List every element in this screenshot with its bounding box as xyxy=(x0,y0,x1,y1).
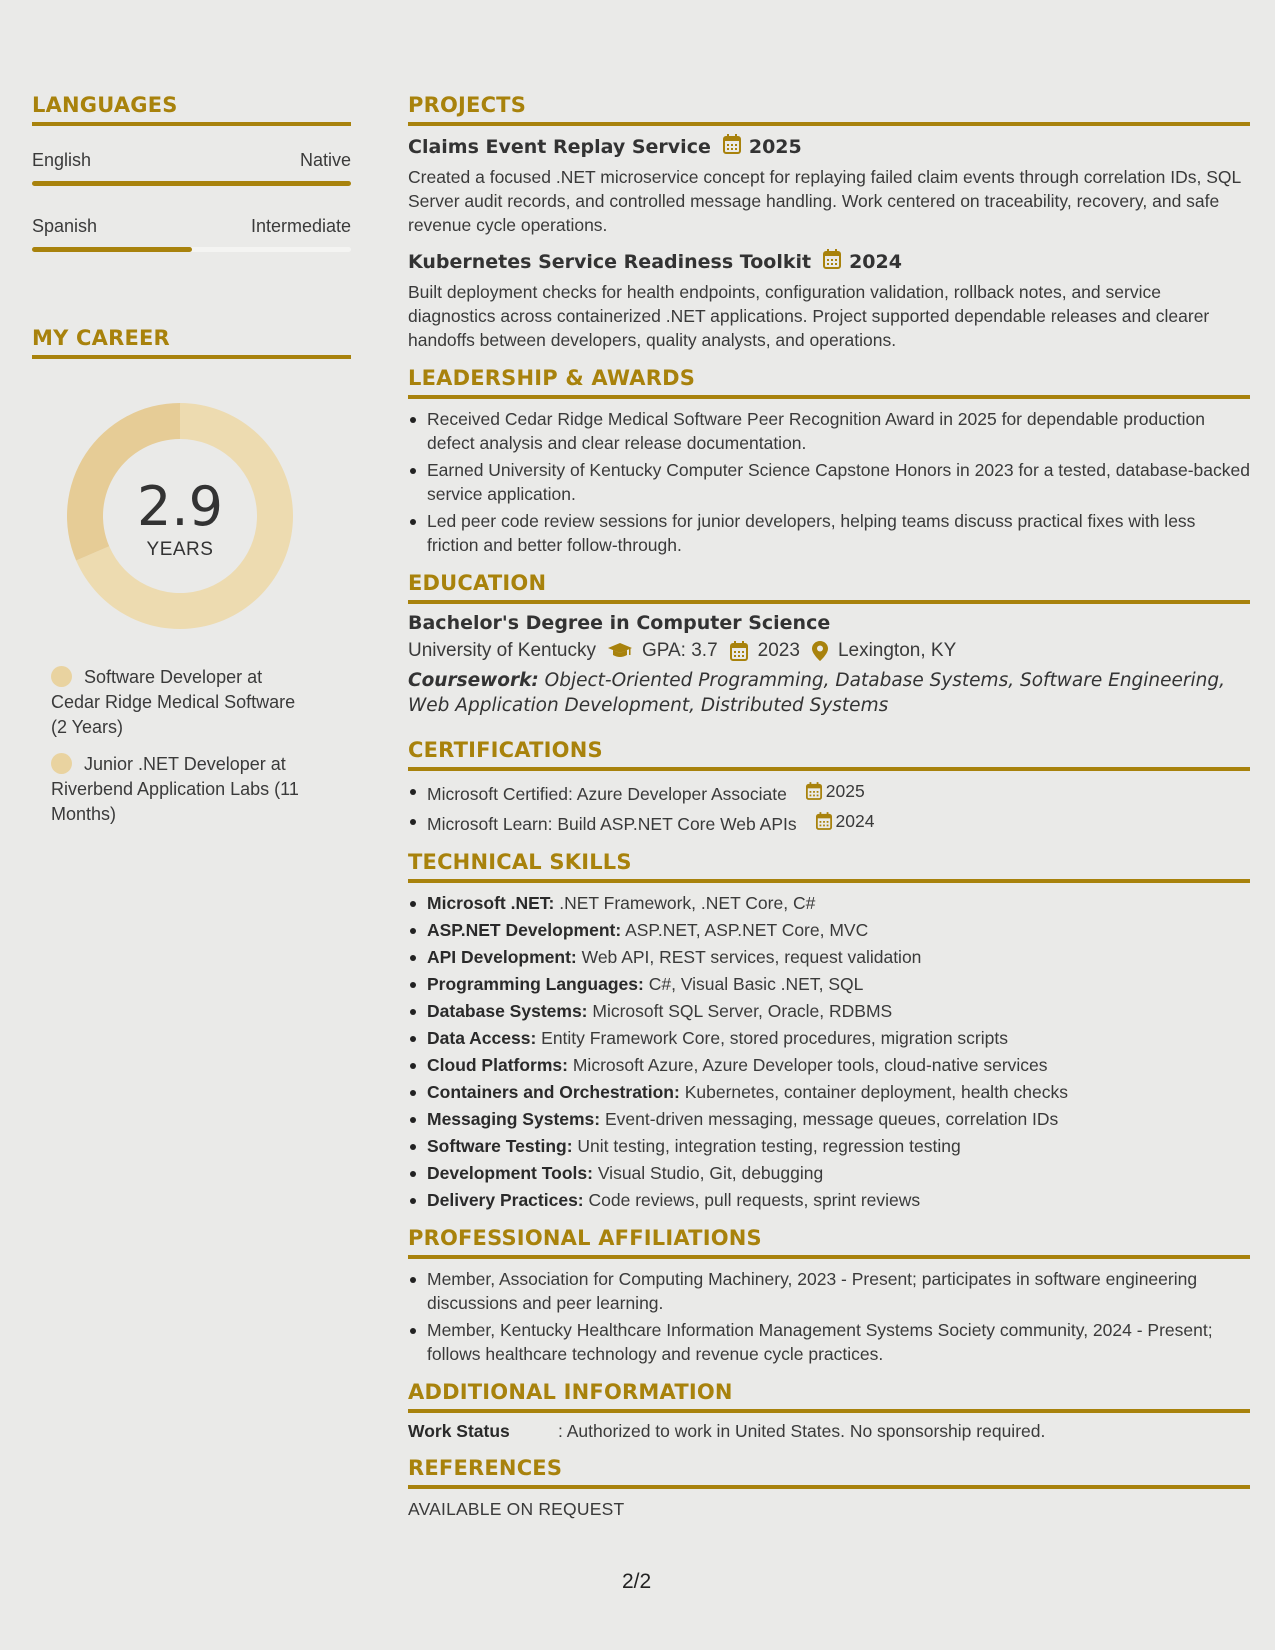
skill-item xyxy=(408,1134,1250,1158)
references-title: REFERENCES xyxy=(408,1456,1250,1489)
calendar-icon xyxy=(823,249,841,274)
skill-value: Web API, REST services, request validation xyxy=(581,947,922,967)
skill-label: Messaging Systems: xyxy=(427,1109,601,1129)
gpa: GPA: 3.7 xyxy=(641,640,718,661)
skill-value: ASP.NET, ASP.NET Core, MVC xyxy=(625,920,869,940)
project-item xyxy=(408,134,1250,237)
skill-label: Cloud Platforms: xyxy=(427,1055,568,1075)
language-proficiency-bar xyxy=(32,181,351,186)
graduation-year: 2023 xyxy=(757,640,800,661)
project-year: 2025 xyxy=(748,135,802,158)
skill-label: ASP.NET Development: xyxy=(427,920,622,940)
skill-item xyxy=(408,1107,1250,1131)
calendar-icon xyxy=(816,812,832,830)
skill-item xyxy=(408,1026,1250,1050)
project-year: 2024 xyxy=(849,250,902,273)
skill-value: Microsoft SQL Server, Oracle, RDBMS xyxy=(592,1001,893,1021)
language-item xyxy=(32,150,351,186)
certification-item xyxy=(408,779,1250,806)
school-location: Lexington, KY xyxy=(837,640,957,661)
school-name: University of Kentucky xyxy=(408,640,596,661)
coursework-label: Coursework: xyxy=(408,670,539,691)
affiliations-title: PROFESSIONAL AFFILIATIONS xyxy=(408,1226,1250,1259)
skill-value: Unit testing, integration testing, regression testing xyxy=(577,1136,961,1156)
language-proficiency-fill xyxy=(32,181,351,186)
page-number: 2/2 xyxy=(622,1570,652,1593)
career-donut-chart xyxy=(67,403,293,629)
skill-value: Microsoft Azure, Azure Developer tools, cloud-native services xyxy=(572,1055,1048,1075)
right-column xyxy=(408,93,1250,1536)
legend-dot-icon xyxy=(51,666,72,687)
language-proficiency-fill xyxy=(32,247,192,252)
additional-info-section xyxy=(408,1380,1250,1442)
language-item xyxy=(32,216,351,252)
skill-item xyxy=(408,918,1250,942)
work-status-row xyxy=(408,1421,1250,1442)
list-item: Member, Association for Computing Machinery, 2023 - Present; participates in software engineering discussions and peer learning. xyxy=(408,1267,1250,1315)
leadership-list xyxy=(408,407,1250,557)
certifications-title: CERTIFICATIONS xyxy=(408,738,1250,771)
affiliations-section xyxy=(408,1226,1250,1366)
certifications-list xyxy=(408,779,1250,836)
project-description: Created a focused .NET microservice concept for replaying failed claim events through correlation IDs, SQL Server audit records, and controlled message handling. Work centered on traceability, recovery, and safe revenue cycle operations. xyxy=(408,167,1241,235)
affiliations-list xyxy=(408,1267,1250,1366)
project-item xyxy=(408,249,1250,352)
career-legend-item xyxy=(51,665,312,740)
certification-year: 2025 xyxy=(825,781,865,801)
left-column xyxy=(32,93,351,839)
location-pin-icon xyxy=(812,641,828,661)
education-details xyxy=(408,640,1250,662)
skill-label: API Development: xyxy=(427,947,577,967)
language-name: Spanish xyxy=(32,216,98,236)
skill-label: Delivery Practices: xyxy=(427,1190,584,1210)
languages-title: LANGUAGES xyxy=(32,93,351,126)
skill-label: Software Testing: xyxy=(427,1136,573,1156)
career-title: MY CAREER xyxy=(32,326,351,359)
language-level: Native xyxy=(299,150,351,170)
references-text: AVAILABLE ON REQUEST xyxy=(408,1499,625,1519)
skill-value: Visual Studio, Git, debugging xyxy=(597,1163,824,1183)
skill-value: Kubernetes, container deployment, health checks xyxy=(684,1082,1068,1102)
projects-section xyxy=(408,93,1250,352)
legend-dot-icon xyxy=(51,753,72,774)
graduation-cap-icon xyxy=(608,642,632,660)
skill-item xyxy=(408,1080,1250,1104)
education-section xyxy=(408,571,1250,718)
skills-section xyxy=(408,850,1250,1212)
additional-info-title: ADDITIONAL INFORMATION xyxy=(408,1380,1250,1413)
calendar-icon xyxy=(806,782,822,800)
skill-label: Programming Languages: xyxy=(427,974,644,994)
skill-label: Development Tools: xyxy=(427,1163,593,1183)
skill-item xyxy=(408,1053,1250,1077)
certification-year: 2024 xyxy=(835,811,875,831)
skill-value: Entity Framework Core, stored procedures, migration scripts xyxy=(541,1028,1008,1048)
skill-item xyxy=(408,945,1250,969)
skill-item xyxy=(408,1161,1250,1185)
certification-name: Microsoft Certified: Azure Developer Associate xyxy=(427,784,787,804)
projects-title: PROJECTS xyxy=(408,93,1250,126)
skill-value: Code reviews, pull requests, sprint reviews xyxy=(588,1190,921,1210)
certification-item xyxy=(408,809,1250,836)
language-proficiency-bar xyxy=(32,247,351,252)
career-legend xyxy=(32,665,312,827)
coursework xyxy=(408,668,1250,718)
calendar-icon xyxy=(730,641,748,661)
references-section xyxy=(408,1456,1250,1520)
skill-value: .NET Framework, .NET Core, C# xyxy=(559,893,816,913)
skill-value: Event-driven messaging, message queues, correlation IDs xyxy=(605,1109,1059,1129)
language-name: English xyxy=(32,150,92,170)
skill-label: Data Access: xyxy=(427,1028,537,1048)
list-item: Earned University of Kentucky Computer Science Capstone Honors in 2023 for a tested, database-backed service application. xyxy=(408,458,1250,506)
career-legend-label: Junior .NET Developer at Riverbend Application Labs (11 Months) xyxy=(51,754,299,824)
skill-label: Microsoft .NET: xyxy=(427,893,555,913)
skill-label: Database Systems: xyxy=(427,1001,588,1021)
list-item: Led peer code review sessions for junior developers, helping teams discuss practical fixes with less friction and better follow-through. xyxy=(408,509,1250,557)
project-description: Built deployment checks for health endpoints, configuration validation, rollback notes, and service diagnostics across containerized .NET applications. Project supported dependable releases and clearer handoffs between developers, quality analysts, and operations. xyxy=(408,282,1210,350)
career-legend-item xyxy=(51,752,312,827)
career-legend-label: Software Developer at Cedar Ridge Medical Software (2 Years) xyxy=(51,667,296,737)
list-item: Received Cedar Ridge Medical Software Peer Recognition Award in 2025 for dependable production defect analysis and clear release documentation. xyxy=(408,407,1250,455)
leadership-title: LEADERSHIP & AWARDS xyxy=(408,366,1250,399)
leadership-section xyxy=(408,366,1250,557)
skill-value: C#, Visual Basic .NET, SQL xyxy=(648,974,864,994)
work-status-label: Work Status xyxy=(408,1421,510,1441)
coursework-list: Object-Oriented Programming, Database Systems, Software Engineering, Web Application Development, Distributed Systems xyxy=(408,670,1226,716)
skill-label: Containers and Orchestration: xyxy=(427,1082,680,1102)
education-title: EDUCATION xyxy=(408,571,1250,604)
language-level: Intermediate xyxy=(250,216,351,236)
project-name: Kubernetes Service Readiness Toolkit xyxy=(408,250,812,273)
career-years-unit: YEARS xyxy=(146,539,214,560)
career-years-value: 2.9 xyxy=(137,475,223,538)
skill-item xyxy=(408,1188,1250,1212)
calendar-icon xyxy=(723,134,741,159)
skills-list xyxy=(408,891,1250,1212)
certification-name: Microsoft Learn: Build ASP.NET Core Web APIs xyxy=(427,814,797,834)
skill-item xyxy=(408,891,1250,915)
degree-title: Bachelor's Degree in Computer Science xyxy=(408,612,831,634)
list-item: Member, Kentucky Healthcare Information Management Systems Society community, 2024 - Present; follows healthcare technology and revenue cycle practices. xyxy=(408,1318,1250,1366)
work-status-value: : Authorized to work in United States. No sponsorship required. xyxy=(558,1421,1046,1441)
project-name: Claims Event Replay Service xyxy=(408,135,711,158)
skill-item xyxy=(408,972,1250,996)
certifications-section xyxy=(408,738,1250,836)
skills-title: TECHNICAL SKILLS xyxy=(408,850,1250,883)
skill-item xyxy=(408,999,1250,1023)
